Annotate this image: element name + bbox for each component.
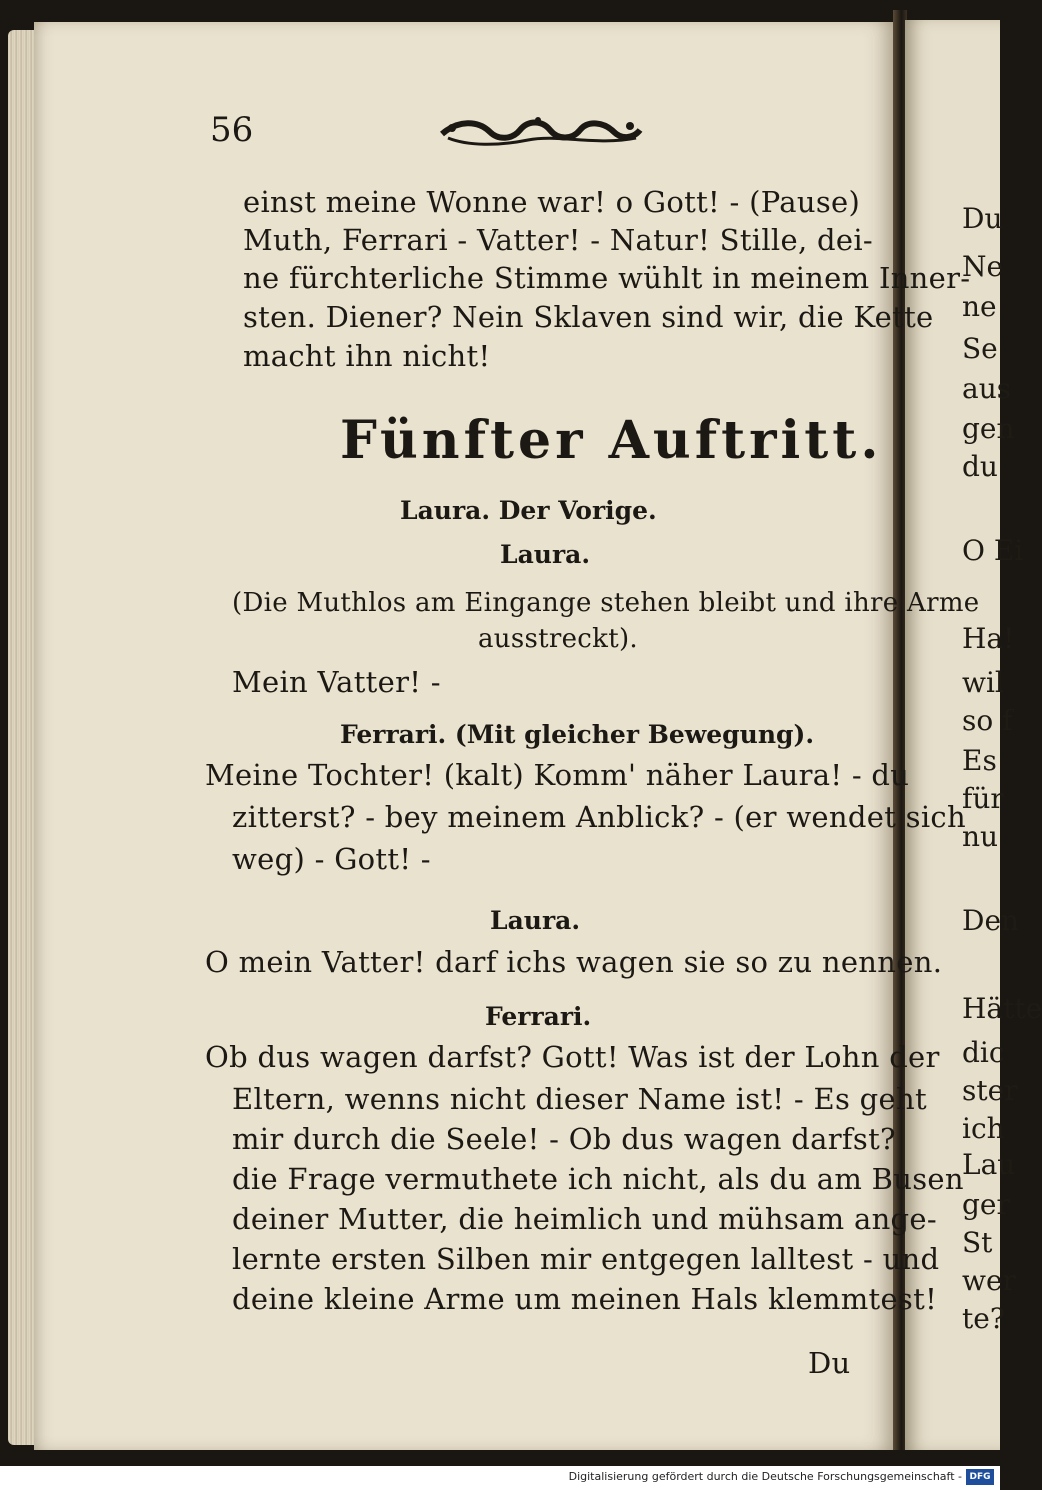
cast-list: Laura. Der Vorige.	[400, 496, 657, 525]
dfg-logo: DFG	[966, 1469, 994, 1485]
next-page-line: ger	[962, 1188, 1010, 1221]
body-line: Eltern, wenns nicht dieser Name ist! - Es geht	[232, 1082, 927, 1116]
next-page-line: Es	[962, 744, 997, 777]
next-page-line: ster	[962, 1074, 1018, 1107]
next-page-line: Ne	[962, 250, 1004, 283]
body-line: weg) - Gott! -	[232, 842, 431, 876]
body-line: einst meine Wonne war! o Gott! - (Pause)	[243, 185, 861, 219]
next-page-line: Den	[962, 904, 1020, 937]
body-line: macht ihn nicht!	[243, 339, 491, 373]
body-line: Muth, Ferrari - Vatter! - Natur! Stille, dei-	[243, 223, 873, 257]
next-page-line: te?	[962, 1302, 1005, 1335]
next-page-line: wil	[962, 666, 1004, 699]
next-page-line: gen	[962, 412, 1015, 445]
next-page-line: St	[962, 1226, 993, 1259]
next-page-line: ich	[962, 1112, 1005, 1145]
body-line: Ob dus wagen darfst? Gott! Was ist der Lohn der	[205, 1040, 940, 1074]
body-line: mir durch die Seele! - Ob dus wagen darfst?	[232, 1122, 896, 1156]
page-number: 56	[210, 110, 254, 150]
body-line: O mein Vatter! darf ichs wagen sie so zu nennen.	[205, 945, 943, 979]
next-page-line: für	[962, 782, 1004, 815]
body-line: ne fürchterliche Stimme wühlt in meinem Inner-	[243, 261, 971, 295]
funding-credit: Digitalisierung gefördert durch die Deutsche Forschungsgemeinschaft -	[568, 1470, 962, 1483]
next-page-line: Ha!	[962, 622, 1015, 655]
next-page-line: wer	[962, 1264, 1016, 1297]
body-line: sten. Diener? Nein Sklaven sind wir, die Kette	[243, 300, 934, 334]
body-line: deiner Mutter, die heimlich und mühsam ange-	[232, 1202, 937, 1236]
decorative-vine-ornament-icon	[438, 112, 644, 152]
speaker-name: Laura.	[500, 540, 591, 569]
next-page-line: O Ei	[962, 534, 1024, 567]
scene-heading: Fünfter Auftritt.	[340, 410, 883, 471]
speaker-name: Ferrari.	[485, 1002, 592, 1031]
stage-direction: ausstreckt).	[478, 624, 638, 654]
footer-bar	[0, 1466, 1000, 1490]
next-page-line: Lau	[962, 1148, 1016, 1181]
catchword: Du	[808, 1346, 851, 1380]
body-line: zitterst? - bey meinem Anblick? - (er wendet sich	[232, 800, 966, 834]
next-page-line: Se	[962, 332, 998, 365]
next-page-line: Du	[962, 202, 1003, 235]
next-page-line: ne	[962, 290, 997, 323]
next-page-line: du	[962, 450, 998, 483]
speaker-name: Ferrari. (Mit gleicher Bewegung).	[340, 720, 815, 749]
body-line: Mein Vatter! -	[232, 665, 441, 699]
next-page-line: so f	[962, 704, 1013, 737]
body-line: lernte ersten Silben mir entgegen lalltest - und	[232, 1242, 940, 1276]
body-line: Meine Tochter! (kalt) Komm' näher Laura! - du	[205, 758, 910, 792]
next-page-line: Hätte	[962, 992, 1042, 1025]
speaker-name: Laura.	[490, 906, 581, 935]
body-line: deine kleine Arme um meinen Hals klemmtest!	[232, 1282, 938, 1316]
next-page-line: dic	[962, 1036, 1005, 1069]
body-line: die Frage vermuthete ich nicht, als du am Busen	[232, 1162, 964, 1196]
stage-direction: (Die Muthlos am Eingange stehen bleibt und ihre Arme	[232, 588, 980, 618]
next-page-line: aus	[962, 372, 1012, 405]
next-page-line: nu	[962, 820, 999, 853]
